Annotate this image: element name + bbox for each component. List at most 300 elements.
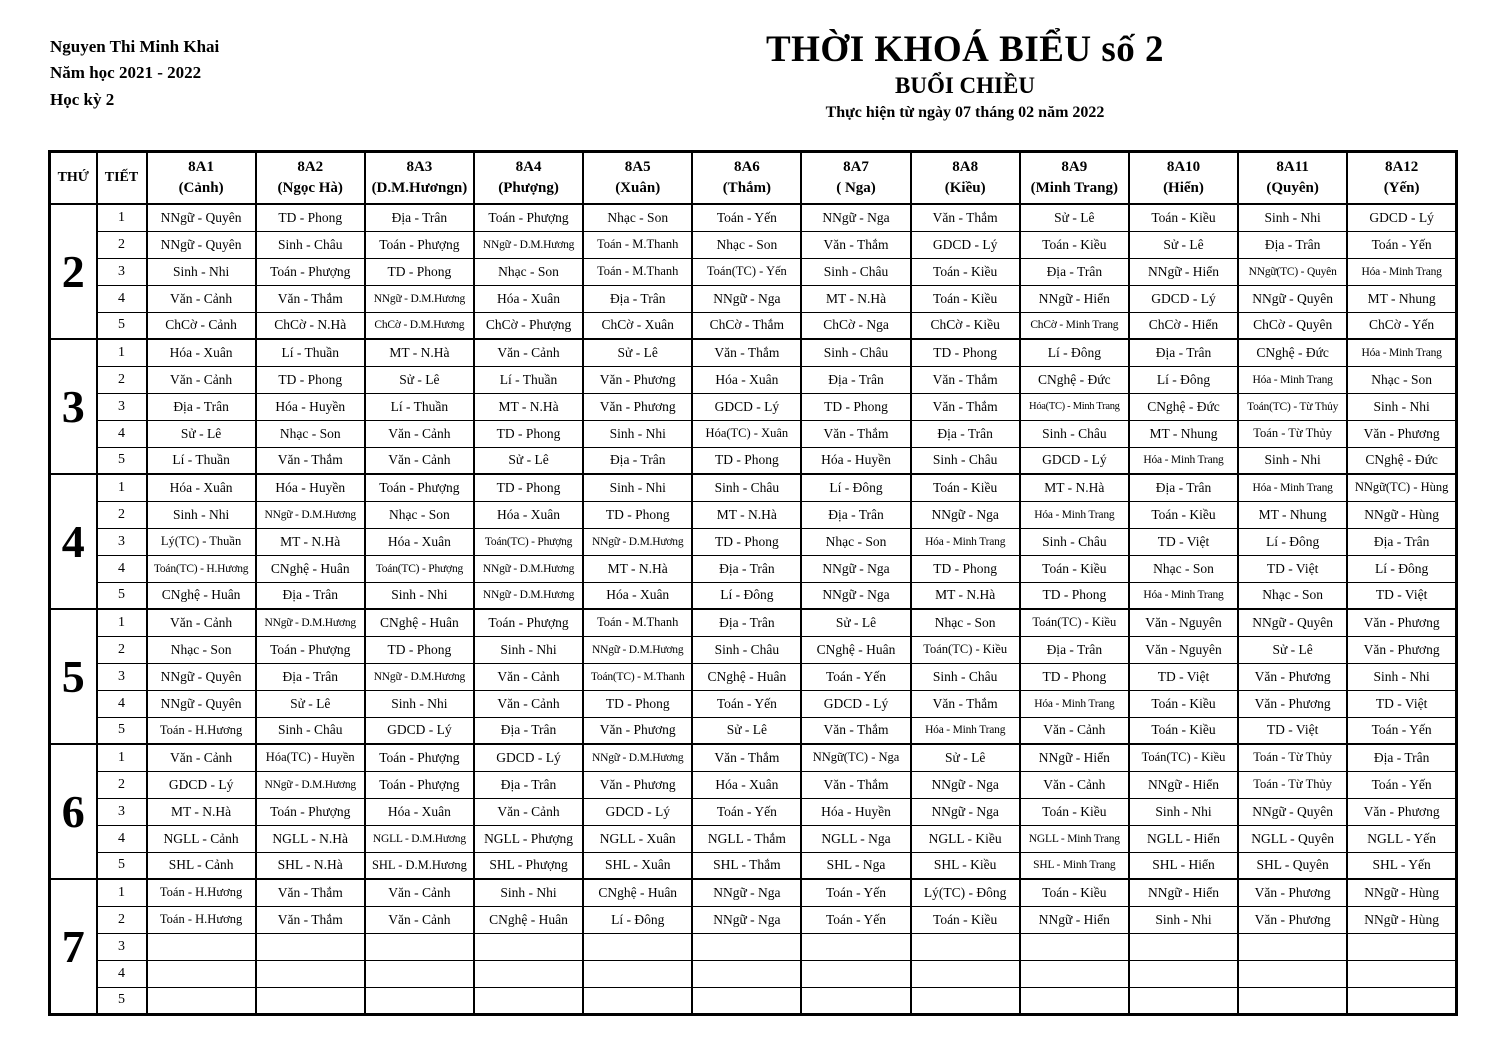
class-name: 8A6 bbox=[733, 159, 760, 175]
lesson-cell: Hóa - Minh Trang bbox=[1238, 366, 1347, 393]
lesson-cell bbox=[911, 960, 1020, 987]
timetable-row bbox=[50, 393, 1457, 420]
lesson-cell: Sinh - Châu bbox=[1020, 528, 1129, 555]
lesson-cell: Toán - Kiều bbox=[1129, 717, 1238, 744]
lesson-cell: Sinh - Châu bbox=[801, 339, 910, 366]
lesson-cell: MT - Nhung bbox=[1129, 420, 1238, 447]
timetable-row bbox=[50, 636, 1457, 663]
lesson-cell: Toán - Yến bbox=[1347, 717, 1456, 744]
lesson-cell: Hóa - Huyền bbox=[256, 474, 365, 501]
lesson-cell bbox=[365, 987, 474, 1014]
lesson-cell: GDCD - Lý bbox=[147, 771, 256, 798]
lesson-cell: Sinh - Châu bbox=[801, 258, 910, 285]
lesson-cell: Sinh - Nhi bbox=[365, 690, 474, 717]
lesson-cell: Lý(TC) - Thuần bbox=[147, 528, 256, 555]
lesson-cell bbox=[1347, 987, 1456, 1014]
lesson-cell: NGLL - Minh Trang bbox=[1020, 825, 1129, 852]
timetable-row bbox=[50, 582, 1457, 609]
class-teacher: (D.M.Hươngn) bbox=[371, 180, 468, 196]
lesson-cell: Toán(TC) - Yến bbox=[692, 258, 801, 285]
class-name: 8A2 bbox=[297, 159, 324, 175]
period-cell: 1 bbox=[97, 204, 147, 231]
lesson-cell: SHL - N.Hà bbox=[256, 852, 365, 879]
period-cell: 1 bbox=[97, 474, 147, 501]
lesson-cell: TD - Phong bbox=[801, 393, 910, 420]
period-cell: 3 bbox=[97, 258, 147, 285]
timetable-row bbox=[50, 744, 1457, 771]
lesson-cell: Toán - H.Hương bbox=[147, 879, 256, 906]
timetable-row bbox=[50, 501, 1457, 528]
timetable-row bbox=[50, 366, 1457, 393]
lesson-cell: Nhạc - Son bbox=[801, 528, 910, 555]
lesson-cell: NNgữ - D.M.Hương bbox=[474, 582, 583, 609]
lesson-cell: Văn - Phương bbox=[583, 393, 692, 420]
lesson-cell: Văn - Thắm bbox=[256, 879, 365, 906]
lesson-cell: TD - Việt bbox=[1347, 690, 1456, 717]
lesson-cell: Văn - Thắm bbox=[911, 204, 1020, 231]
lesson-cell: Văn - Cảnh bbox=[147, 366, 256, 393]
lesson-cell: Văn - Cảnh bbox=[474, 339, 583, 366]
lesson-cell: GDCD - Lý bbox=[692, 393, 801, 420]
lesson-cell: Toán - Phượng bbox=[365, 231, 474, 258]
lesson-cell bbox=[692, 933, 801, 960]
period-cell: 4 bbox=[97, 285, 147, 312]
period-cell: 3 bbox=[97, 393, 147, 420]
class-header bbox=[1129, 152, 1238, 205]
lesson-cell: NGLL - Cảnh bbox=[147, 825, 256, 852]
lesson-cell: SHL - Xuân bbox=[583, 852, 692, 879]
lesson-cell bbox=[256, 987, 365, 1014]
lesson-cell: Lí - Đông bbox=[1347, 555, 1456, 582]
period-cell: 5 bbox=[97, 717, 147, 744]
lesson-cell: Sinh - Châu bbox=[692, 474, 801, 501]
lesson-cell: Toán - M.Thanh bbox=[583, 609, 692, 636]
lesson-cell: NNgữ - D.M.Hương bbox=[256, 501, 365, 528]
timetable-row bbox=[50, 231, 1457, 258]
lesson-cell: Văn - Thắm bbox=[692, 339, 801, 366]
lesson-cell: Toán - Kiều bbox=[911, 285, 1020, 312]
lesson-cell: NGLL - Kiều bbox=[911, 825, 1020, 852]
lesson-cell: Địa - Trân bbox=[1129, 339, 1238, 366]
lesson-cell: Văn - Thắm bbox=[801, 717, 910, 744]
lesson-cell: NGLL - Phượng bbox=[474, 825, 583, 852]
lesson-cell bbox=[801, 987, 910, 1014]
lesson-cell: NNgữ - Hiển bbox=[1129, 771, 1238, 798]
lesson-cell: Toán - Kiều bbox=[1020, 879, 1129, 906]
lesson-cell: Hóa - Xuân bbox=[474, 285, 583, 312]
lesson-cell: TD - Phong bbox=[583, 501, 692, 528]
class-header bbox=[911, 152, 1020, 205]
lesson-cell: NNgữ - Hùng bbox=[1347, 501, 1456, 528]
lesson-cell: Toán - Phượng bbox=[256, 258, 365, 285]
lesson-cell: NNgữ(TC) - Quyên bbox=[1238, 258, 1347, 285]
lesson-cell: ChCờ - Thắm bbox=[692, 312, 801, 339]
lesson-cell: Địa - Trân bbox=[1238, 231, 1347, 258]
class-name: 8A3 bbox=[406, 159, 433, 175]
lesson-cell: ChCờ - Xuân bbox=[583, 312, 692, 339]
lesson-cell: GDCD - Lý bbox=[365, 717, 474, 744]
lesson-cell: CNghệ - Đức bbox=[1347, 447, 1456, 474]
lesson-cell: Địa - Trân bbox=[583, 285, 692, 312]
timetable-row bbox=[50, 690, 1457, 717]
lesson-cell bbox=[692, 960, 801, 987]
lesson-cell: MT - N.Hà bbox=[474, 393, 583, 420]
lesson-cell bbox=[1238, 987, 1347, 1014]
lesson-cell: Toán - H.Hương bbox=[147, 717, 256, 744]
lesson-cell: Văn - Phương bbox=[1238, 879, 1347, 906]
title-block bbox=[645, 30, 1285, 122]
lesson-cell: Sử - Lê bbox=[256, 690, 365, 717]
lesson-cell: Sinh - Nhi bbox=[583, 474, 692, 501]
lesson-cell: Văn - Thắm bbox=[256, 285, 365, 312]
lesson-cell: Nhạc - Son bbox=[256, 420, 365, 447]
lesson-cell bbox=[1129, 987, 1238, 1014]
class-name: 8A5 bbox=[624, 159, 651, 175]
lesson-cell: Văn - Cảnh bbox=[147, 744, 256, 771]
lesson-cell: TD - Việt bbox=[1129, 528, 1238, 555]
period-cell: 3 bbox=[97, 663, 147, 690]
lesson-cell: Văn - Phương bbox=[1347, 420, 1456, 447]
lesson-cell: Toán - Kiều bbox=[1129, 501, 1238, 528]
lesson-cell: Toán - Phượng bbox=[365, 744, 474, 771]
lesson-cell: Toán - Kiều bbox=[1020, 231, 1129, 258]
lesson-cell: NNgữ - D.M.Hương bbox=[365, 663, 474, 690]
lesson-cell: CNghệ - Huân bbox=[256, 555, 365, 582]
lesson-cell: NNgữ - Quyên bbox=[1238, 798, 1347, 825]
lesson-cell: Nhạc - Son bbox=[1129, 555, 1238, 582]
lesson-cell bbox=[474, 960, 583, 987]
day-cell: 7 bbox=[50, 879, 97, 1014]
day-cell: 5 bbox=[50, 609, 97, 744]
timetable-row bbox=[50, 258, 1457, 285]
lesson-cell: Sinh - Châu bbox=[256, 717, 365, 744]
lesson-cell: Địa - Trân bbox=[1020, 258, 1129, 285]
lesson-cell: Toán - Yến bbox=[1347, 231, 1456, 258]
lesson-cell: Hóa - Minh Trang bbox=[1020, 501, 1129, 528]
lesson-cell: Lí - Thuần bbox=[147, 447, 256, 474]
class-teacher: (Cảnh) bbox=[178, 180, 224, 196]
lesson-cell: SHL - Quyên bbox=[1238, 852, 1347, 879]
lesson-cell: NNgữ - Hùng bbox=[1347, 906, 1456, 933]
lesson-cell: Văn - Thắm bbox=[801, 420, 910, 447]
lesson-cell: GDCD - Lý bbox=[801, 690, 910, 717]
lesson-cell: Toán(TC) - Phượng bbox=[474, 528, 583, 555]
lesson-cell: Toán - Kiều bbox=[1129, 690, 1238, 717]
lesson-cell: Địa - Trân bbox=[474, 771, 583, 798]
lesson-cell bbox=[1347, 933, 1456, 960]
lesson-cell: Hóa - Minh Trang bbox=[1238, 474, 1347, 501]
class-header bbox=[256, 152, 365, 205]
lesson-cell: Sinh - Châu bbox=[911, 447, 1020, 474]
lesson-cell: MT - N.Hà bbox=[365, 339, 474, 366]
lesson-cell: Toán(TC) - Kiều bbox=[1020, 609, 1129, 636]
lesson-cell: ChCờ - D.M.Hương bbox=[365, 312, 474, 339]
lesson-cell: Nhạc - Son bbox=[147, 636, 256, 663]
lesson-cell: Hóa - Xuân bbox=[365, 528, 474, 555]
lesson-cell: Lí - Đông bbox=[1129, 366, 1238, 393]
lesson-cell: NNgữ - Nga bbox=[801, 204, 910, 231]
day-cell: 4 bbox=[50, 474, 97, 609]
lesson-cell: Văn - Nguyên bbox=[1129, 636, 1238, 663]
timetable-row bbox=[50, 717, 1457, 744]
lesson-cell: TD - Phong bbox=[911, 555, 1020, 582]
lesson-cell: Văn - Thắm bbox=[692, 744, 801, 771]
lesson-cell: Lí - Thuần bbox=[474, 366, 583, 393]
class-teacher: (Phượng) bbox=[498, 180, 559, 196]
lesson-cell bbox=[911, 987, 1020, 1014]
lesson-cell: Hóa - Minh Trang bbox=[1347, 258, 1456, 285]
lesson-cell: Nhạc - Son bbox=[1347, 366, 1456, 393]
lesson-cell: NGLL - Quyên bbox=[1238, 825, 1347, 852]
lesson-cell: NNgữ - Hiển bbox=[1020, 744, 1129, 771]
lesson-cell: Toán - Kiều bbox=[911, 906, 1020, 933]
lesson-cell: GDCD - Lý bbox=[1129, 285, 1238, 312]
lesson-cell bbox=[147, 987, 256, 1014]
period-cell: 2 bbox=[97, 501, 147, 528]
lesson-cell: TD - Phong bbox=[365, 258, 474, 285]
lesson-cell: ChCờ - Nga bbox=[801, 312, 910, 339]
session-title: BUỔI CHIỀU bbox=[895, 72, 1035, 98]
lesson-cell: Địa - Trân bbox=[801, 366, 910, 393]
lesson-cell: Hóa - Minh Trang bbox=[1129, 582, 1238, 609]
lesson-cell: Toán - Yến bbox=[692, 798, 801, 825]
lesson-cell: Toán(TC) - Kiều bbox=[1129, 744, 1238, 771]
lesson-cell: NNgữ - Quyên bbox=[147, 690, 256, 717]
lesson-cell: Sinh - Nhi bbox=[1129, 906, 1238, 933]
class-header bbox=[1347, 152, 1456, 205]
lesson-cell: Hóa - Minh Trang bbox=[911, 717, 1020, 744]
lesson-cell: Địa - Trân bbox=[801, 501, 910, 528]
lesson-cell: NNgữ - D.M.Hương bbox=[256, 609, 365, 636]
lesson-cell: NNgữ - D.M.Hương bbox=[256, 771, 365, 798]
lesson-cell: ChCờ - Yến bbox=[1347, 312, 1456, 339]
lesson-cell: CNghệ - Đức bbox=[1020, 366, 1129, 393]
class-name: 8A10 bbox=[1166, 159, 1201, 175]
lesson-cell: Toán - Yến bbox=[801, 663, 910, 690]
lesson-cell: TD - Phong bbox=[474, 420, 583, 447]
lesson-cell: Sinh - Nhi bbox=[1129, 798, 1238, 825]
period-cell: 5 bbox=[97, 987, 147, 1014]
timetable-row bbox=[50, 771, 1457, 798]
class-name: 8A1 bbox=[188, 159, 214, 175]
lesson-cell: Địa - Trân bbox=[911, 420, 1020, 447]
timetable-row bbox=[50, 339, 1457, 366]
lesson-cell: Hóa - Minh Trang bbox=[911, 528, 1020, 555]
lesson-cell: Văn - Thắm bbox=[911, 393, 1020, 420]
lesson-cell: Sinh - Nhi bbox=[1347, 393, 1456, 420]
lesson-cell: Địa - Trân bbox=[1129, 474, 1238, 501]
lesson-cell bbox=[1238, 960, 1347, 987]
lesson-cell: Văn - Phương bbox=[1347, 609, 1456, 636]
lesson-cell: Văn - Cảnh bbox=[365, 879, 474, 906]
lesson-cell: NNgữ - Nga bbox=[911, 798, 1020, 825]
lesson-cell: NNgữ(TC) - Nga bbox=[801, 744, 910, 771]
lesson-cell bbox=[1020, 987, 1129, 1014]
lesson-cell: Sử - Lê bbox=[474, 447, 583, 474]
lesson-cell bbox=[583, 987, 692, 1014]
lesson-cell: Toán - Phượng bbox=[256, 636, 365, 663]
timetable-row bbox=[50, 204, 1457, 231]
lesson-cell: Sinh - Nhi bbox=[147, 258, 256, 285]
timetable-row bbox=[50, 285, 1457, 312]
lesson-cell: SHL - Cảnh bbox=[147, 852, 256, 879]
lesson-cell: Sinh - Nhi bbox=[1347, 663, 1456, 690]
lesson-cell: Hóa(TC) - Minh Trang bbox=[1020, 393, 1129, 420]
timetable-row bbox=[50, 528, 1457, 555]
class-header bbox=[365, 152, 474, 205]
period-cell: 4 bbox=[97, 420, 147, 447]
lesson-cell: NNgữ - Nga bbox=[692, 285, 801, 312]
lesson-cell: Văn - Cảnh bbox=[1020, 771, 1129, 798]
lesson-cell: NNgữ - D.M.Hương bbox=[583, 528, 692, 555]
lesson-cell: Sử - Lê bbox=[1020, 204, 1129, 231]
timetable-row bbox=[50, 798, 1457, 825]
lesson-cell: Hóa(TC) - Xuân bbox=[692, 420, 801, 447]
lesson-cell bbox=[1347, 960, 1456, 987]
timetable-row bbox=[50, 447, 1457, 474]
lesson-cell: MT - N.Hà bbox=[911, 582, 1020, 609]
timetable-row bbox=[50, 555, 1457, 582]
lesson-cell: Toán - M.Thanh bbox=[583, 231, 692, 258]
lesson-cell: ChCờ - Hiển bbox=[1129, 312, 1238, 339]
lesson-cell: ChCờ - Phượng bbox=[474, 312, 583, 339]
lesson-cell bbox=[1020, 960, 1129, 987]
lesson-cell: NNgữ - Hiển bbox=[1020, 906, 1129, 933]
lesson-cell bbox=[1129, 960, 1238, 987]
lesson-cell: Toán - Yến bbox=[801, 879, 910, 906]
lesson-cell: Sử - Lê bbox=[365, 366, 474, 393]
lesson-cell bbox=[583, 960, 692, 987]
lesson-cell bbox=[474, 987, 583, 1014]
lesson-cell: ChCờ - Cảnh bbox=[147, 312, 256, 339]
lesson-cell: NNgữ - Nga bbox=[911, 771, 1020, 798]
lesson-cell bbox=[474, 933, 583, 960]
effective-date: Thực hiện từ ngày 07 tháng 02 năm 2022 bbox=[825, 103, 1105, 121]
class-teacher: ( Nga) bbox=[836, 180, 876, 196]
lesson-cell: TD - Việt bbox=[1238, 555, 1347, 582]
lesson-cell bbox=[365, 960, 474, 987]
header-row bbox=[50, 152, 1457, 205]
lesson-cell: Văn - Phương bbox=[1347, 798, 1456, 825]
class-teacher: (Yến) bbox=[1383, 180, 1420, 196]
lesson-cell: Văn - Phương bbox=[583, 717, 692, 744]
lesson-cell bbox=[801, 960, 910, 987]
class-teacher: (Quyên) bbox=[1266, 180, 1319, 196]
lesson-cell: Văn - Phương bbox=[1347, 636, 1456, 663]
lesson-cell: Toán - Kiều bbox=[911, 258, 1020, 285]
lesson-cell: NNgữ - D.M.Hương bbox=[365, 285, 474, 312]
class-teacher: (Kiều) bbox=[944, 180, 986, 196]
lesson-cell: CNghệ - Huân bbox=[147, 582, 256, 609]
lesson-cell: Sử - Lê bbox=[1238, 636, 1347, 663]
lesson-cell: Sử - Lê bbox=[1129, 231, 1238, 258]
lesson-cell: Toán - M.Thanh bbox=[583, 258, 692, 285]
lesson-cell: Văn - Thắm bbox=[256, 906, 365, 933]
timetable-row bbox=[50, 960, 1457, 987]
lesson-cell: Hóa - Huyền bbox=[801, 798, 910, 825]
lesson-cell: Toán - Yến bbox=[801, 906, 910, 933]
lesson-cell: Nhạc - Son bbox=[365, 501, 474, 528]
lesson-cell: TD - Phong bbox=[692, 528, 801, 555]
lesson-cell: NNgữ - D.M.Hương bbox=[583, 744, 692, 771]
lesson-cell: Sinh - Châu bbox=[911, 663, 1020, 690]
lesson-cell: MT - Nhung bbox=[1238, 501, 1347, 528]
lesson-cell: Hóa - Minh Trang bbox=[1347, 339, 1456, 366]
lesson-cell: MT - N.Hà bbox=[147, 798, 256, 825]
lesson-cell: Hóa(TC) - Huyền bbox=[256, 744, 365, 771]
lesson-cell: Văn - Phương bbox=[1238, 663, 1347, 690]
lesson-cell: Văn - Thắm bbox=[256, 447, 365, 474]
period-cell: 1 bbox=[97, 609, 147, 636]
lesson-cell: Sinh - Châu bbox=[1020, 420, 1129, 447]
lesson-cell: ChCờ - Kiều bbox=[911, 312, 1020, 339]
lesson-cell: Văn - Cảnh bbox=[474, 663, 583, 690]
class-header bbox=[147, 152, 256, 205]
lesson-cell: Toán - Phượng bbox=[474, 204, 583, 231]
lesson-cell: Văn - Cảnh bbox=[365, 420, 474, 447]
timetable-row bbox=[50, 312, 1457, 339]
class-teacher: (Hiển) bbox=[1163, 180, 1204, 196]
lesson-cell: Địa - Trân bbox=[692, 609, 801, 636]
lesson-cell: SHL - Minh Trang bbox=[1020, 852, 1129, 879]
class-header bbox=[692, 152, 801, 205]
lesson-cell: Nhạc - Son bbox=[583, 204, 692, 231]
lesson-cell: Sinh - Nhi bbox=[1238, 204, 1347, 231]
lesson-cell: GDCD - Lý bbox=[583, 798, 692, 825]
lesson-cell: Toán - Yến bbox=[1347, 771, 1456, 798]
lesson-cell: Toán - H.Hương bbox=[147, 906, 256, 933]
lesson-cell: MT - N.Hà bbox=[256, 528, 365, 555]
lesson-cell: Địa - Trân bbox=[147, 393, 256, 420]
lesson-cell: Văn - Phương bbox=[583, 771, 692, 798]
lesson-cell: Sử - Lê bbox=[801, 609, 910, 636]
class-name: 8A4 bbox=[515, 159, 542, 175]
lesson-cell: Hóa - Huyền bbox=[256, 393, 365, 420]
lesson-cell: NNgữ - D.M.Hương bbox=[474, 555, 583, 582]
timetable-row bbox=[50, 879, 1457, 906]
lesson-cell: MT - Nhung bbox=[1347, 285, 1456, 312]
lesson-cell: Sinh - Châu bbox=[256, 231, 365, 258]
lesson-cell: Văn - Thắm bbox=[911, 366, 1020, 393]
lesson-cell: NNgữ - Quyên bbox=[1238, 285, 1347, 312]
lesson-cell: Sinh - Nhi bbox=[365, 582, 474, 609]
lesson-cell: Sử - Lê bbox=[911, 744, 1020, 771]
lesson-cell: Nhạc - Son bbox=[474, 258, 583, 285]
period-cell: 3 bbox=[97, 798, 147, 825]
lesson-cell: CNghệ - Đức bbox=[1129, 393, 1238, 420]
semester: Học kỳ 2 bbox=[50, 89, 115, 109]
class-teacher: (Thắm) bbox=[722, 180, 772, 196]
timetable-row bbox=[50, 474, 1457, 501]
lesson-cell: NNgữ(TC) - Hùng bbox=[1347, 474, 1456, 501]
lesson-cell bbox=[911, 933, 1020, 960]
lesson-cell: Sinh - Nhi bbox=[147, 501, 256, 528]
lesson-cell: TD - Phong bbox=[256, 204, 365, 231]
lesson-cell: CNghệ - Huân bbox=[801, 636, 910, 663]
lesson-cell: MT - N.Hà bbox=[692, 501, 801, 528]
lesson-cell: GDCD - Lý bbox=[1020, 447, 1129, 474]
lesson-cell: Hóa - Xuân bbox=[147, 474, 256, 501]
lesson-cell: Văn - Cảnh bbox=[365, 447, 474, 474]
class-name: 8A9 bbox=[1061, 159, 1088, 175]
period-cell: 2 bbox=[97, 771, 147, 798]
class-teacher: (Ngọc Hà) bbox=[277, 180, 343, 196]
lesson-cell: Hóa - Xuân bbox=[474, 501, 583, 528]
lesson-cell: Sinh - Nhi bbox=[474, 879, 583, 906]
lesson-cell: Lí - Thuần bbox=[256, 339, 365, 366]
day-cell: 3 bbox=[50, 339, 97, 474]
lesson-cell: NGLL - Thắm bbox=[692, 825, 801, 852]
